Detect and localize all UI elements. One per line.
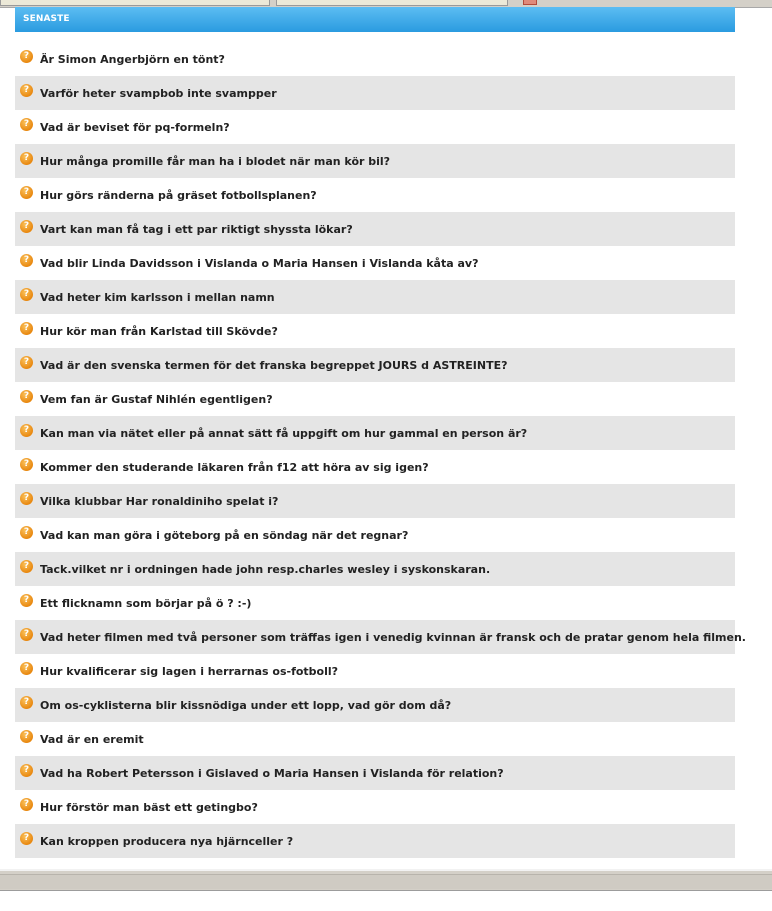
question-link[interactable]: Hur många promille får man ha i blodet när man kör bil? (40, 154, 391, 168)
question-link[interactable]: Tack.vilket nr i ordningen hade john resp.charles wesley i syskonskaran. (40, 562, 491, 576)
question-item[interactable] (15, 688, 735, 722)
bottom-blank (0, 891, 772, 911)
question-link[interactable]: Kan man via nätet eller på annat sätt få uppgift om hur gammal en person är? (40, 426, 528, 440)
question-item[interactable] (15, 382, 735, 416)
question-link[interactable]: Hur kör man från Karlstad till Skövde? (40, 324, 278, 338)
question-link[interactable]: Är Simon Angerbjörn en tönt? (40, 52, 225, 66)
scrollbar-track[interactable] (0, 874, 772, 889)
question-mark-icon: ? (20, 322, 33, 335)
question-link[interactable]: Vad är beviset för pq-formeln? (40, 120, 230, 134)
question-link[interactable]: Vad heter filmen med två personer som träffas igen i venedig kvinnan är fransk och de pratar genom hela filmen. (40, 630, 746, 644)
question-link[interactable]: Hur kvalificerar sig lagen i herrarnas os-fotboll? (40, 664, 339, 678)
question-link[interactable]: Varför heter svampbob inte svampper (40, 86, 277, 100)
question-mark-icon: ? (20, 220, 33, 233)
question-mark-icon: ? (20, 764, 33, 777)
question-item[interactable] (15, 212, 735, 246)
question-link[interactable]: Vem fan är Gustaf Nihlén egentligen? (40, 392, 273, 406)
question-link[interactable]: Hur förstör man bäst ett getingbo? (40, 800, 258, 814)
question-item[interactable] (15, 76, 735, 110)
question-mark-icon: ? (20, 696, 33, 709)
question-link[interactable]: Ett flicknamn som börjar på ö ? :-) (40, 596, 252, 610)
question-mark-icon: ? (20, 730, 33, 743)
question-link[interactable]: Hur görs ränderna på gräset fotbollsplanen? (40, 188, 317, 202)
question-item[interactable] (15, 756, 735, 790)
red-indicator (523, 0, 537, 5)
browser-tab-1[interactable] (0, 0, 270, 6)
question-link[interactable]: Vart kan man få tag i ett par riktigt shyssta lökar? (40, 222, 353, 236)
question-item[interactable] (15, 42, 735, 76)
question-item[interactable] (15, 586, 735, 620)
question-item[interactable] (15, 110, 735, 144)
question-item[interactable] (15, 722, 735, 756)
question-item[interactable] (15, 654, 735, 688)
question-mark-icon: ? (20, 832, 33, 845)
question-link[interactable]: Kan kroppen producera nya hjärnceller ? (40, 834, 294, 848)
latest-questions-panel (15, 7, 746, 858)
question-mark-icon: ? (20, 560, 33, 573)
question-mark-icon: ? (20, 288, 33, 301)
question-mark-icon: ? (20, 84, 33, 97)
question-item[interactable] (15, 314, 735, 348)
question-link[interactable]: Vad är en eremit (40, 732, 144, 746)
bottom-scrollbar[interactable] (0, 869, 772, 891)
question-item[interactable] (15, 518, 735, 552)
question-link[interactable]: Kommer den studerande läkaren från f12 att höra av sig igen? (40, 460, 429, 474)
question-item[interactable] (15, 348, 735, 382)
question-link[interactable]: Vilka klubbar Har ronaldiniho spelat i? (40, 494, 279, 508)
question-mark-icon: ? (20, 118, 33, 131)
question-item[interactable] (15, 246, 735, 280)
question-item[interactable] (15, 552, 735, 586)
panel-title: SENASTE (23, 14, 70, 24)
question-mark-icon: ? (20, 798, 33, 811)
question-mark-icon: ? (20, 628, 33, 641)
question-mark-icon: ? (20, 662, 33, 675)
question-item[interactable] (15, 620, 746, 654)
question-item[interactable] (15, 450, 735, 484)
question-mark-icon: ? (20, 526, 33, 539)
question-mark-icon: ? (20, 458, 33, 471)
question-link[interactable]: Vad heter kim karlsson i mellan namn (40, 290, 275, 304)
question-mark-icon: ? (20, 594, 33, 607)
question-link[interactable]: Vad blir Linda Davidsson i Vislanda o Maria Hansen i Vislanda kåta av? (40, 256, 479, 270)
question-mark-icon: ? (20, 186, 33, 199)
question-link[interactable]: Vad kan man göra i göteborg på en söndag när det regnar? (40, 528, 409, 542)
question-item[interactable] (15, 144, 735, 178)
question-item[interactable] (15, 824, 735, 858)
question-item[interactable] (15, 790, 735, 824)
question-mark-icon: ? (20, 390, 33, 403)
browser-tab-2[interactable] (276, 0, 508, 6)
question-item[interactable] (15, 178, 735, 212)
panel-header (15, 7, 735, 32)
question-item[interactable] (15, 484, 735, 518)
question-mark-icon: ? (20, 152, 33, 165)
question-link[interactable]: Om os-cyklisterna blir kissnödiga under ett lopp, vad gör dom då? (40, 698, 452, 712)
question-mark-icon: ? (20, 424, 33, 437)
question-list (15, 32, 746, 858)
question-mark-icon: ? (20, 356, 33, 369)
question-link[interactable]: Vad är den svenska termen för det franska begreppet JOURS d ASTREINTE? (40, 358, 508, 372)
question-item[interactable] (15, 416, 735, 450)
question-mark-icon: ? (20, 254, 33, 267)
question-mark-icon: ? (20, 50, 33, 63)
question-link[interactable]: Vad ha Robert Petersson i Gislaved o Maria Hansen i Vislanda för relation? (40, 766, 504, 780)
question-mark-icon: ? (20, 492, 33, 505)
question-item[interactable] (15, 280, 735, 314)
